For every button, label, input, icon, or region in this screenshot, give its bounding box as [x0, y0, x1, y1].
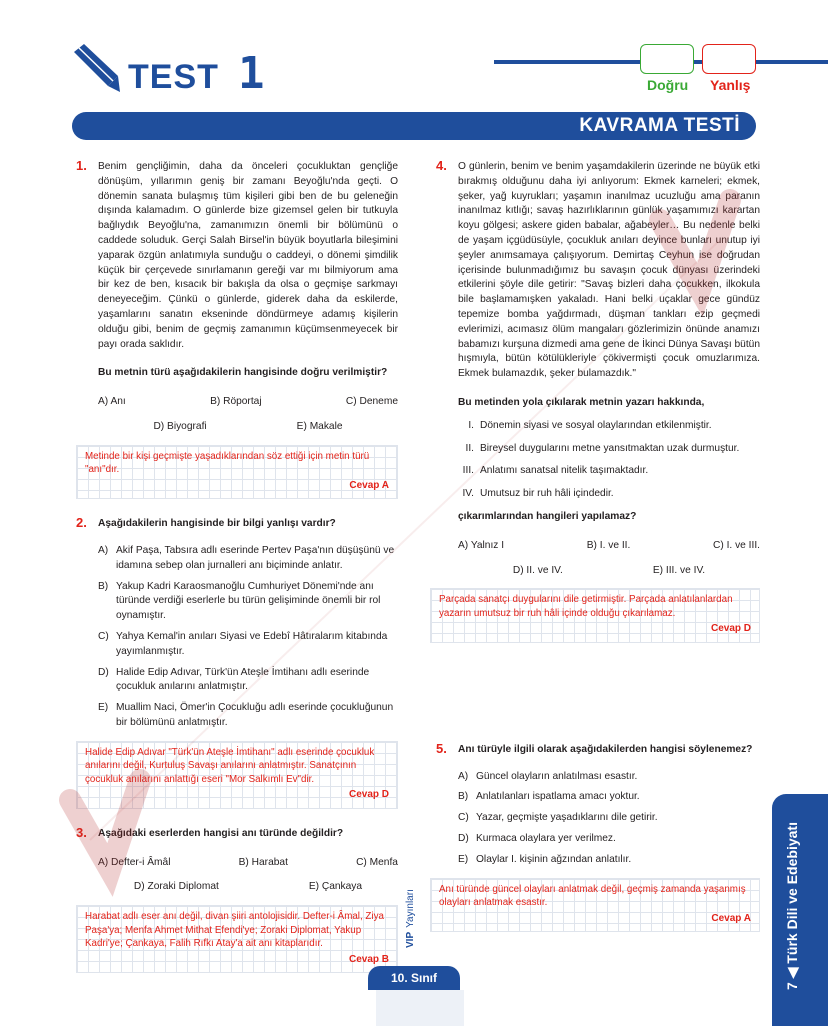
- answer-key: Cevap A: [349, 479, 389, 491]
- statement-ii: [458, 442, 760, 457]
- test-number: 1: [238, 48, 265, 99]
- statement-numeral: IV.: [462, 488, 474, 500]
- options-row: [98, 880, 398, 895]
- answer-key: Cevap B: [348, 953, 389, 965]
- question-stem: Bu metnin türü aşağıdakilerin hangisinde doğru verilmiştir?: [98, 367, 388, 379]
- option-list: [458, 770, 760, 868]
- statement-i: [458, 419, 760, 434]
- answer-key: Cevap D: [710, 623, 751, 635]
- answer-box: [430, 588, 760, 643]
- option-letter: A): [98, 545, 109, 557]
- wrong-label: Yanlış: [710, 77, 751, 93]
- question-stem: Anı türüyle ilgili olarak aşağıdakilerden hangisi söylenemez?: [458, 743, 753, 755]
- option-a[interactable]: A) Yalnız I: [458, 539, 505, 551]
- side-subject-label: [784, 822, 801, 990]
- options-row: [458, 564, 760, 579]
- vip-label: VIP: [405, 931, 416, 948]
- option-e[interactable]: [458, 853, 760, 868]
- statement-iv: [458, 487, 760, 502]
- correct-count-box[interactable]: [640, 44, 694, 74]
- question-stem-end: çıkarımlarından hangileri yapılamaz?: [458, 510, 637, 522]
- question-number: 1.: [76, 158, 87, 173]
- option-text: Olaylar I. kişinin ağzından anlatılır.: [476, 853, 632, 865]
- option-c[interactable]: [98, 630, 398, 660]
- answer-key: Cevap D: [348, 789, 389, 801]
- statement-iii: [458, 464, 760, 479]
- wrong-count-box[interactable]: [702, 44, 756, 74]
- statement-numeral: III.: [462, 465, 474, 477]
- answer-explanation: Anı türünde güncel olayları anlatmak değil, geçmiş zamanda yaşanmış olayları anlatmak esastır.: [439, 883, 746, 909]
- option-a[interactable]: A) Defter-i Âmâl: [98, 856, 171, 868]
- statement-text: Bireysel duygularını metne yansıtmaktan uzak durmuştur.: [480, 442, 740, 454]
- option-b[interactable]: B) Harabat: [238, 856, 288, 868]
- options-row: [98, 856, 398, 871]
- option-e[interactable]: E) Makale: [296, 420, 343, 432]
- arrow-icon: ◀: [784, 967, 800, 979]
- option-b[interactable]: [98, 580, 398, 624]
- option-letter: B): [458, 791, 469, 803]
- option-d[interactable]: [98, 666, 398, 696]
- question-3: [70, 824, 398, 895]
- option-text: Yakup Kadri Karaosmanoğlu Cumhuriyet Dönemi'nde anı türünde verdiği eserlerle bu türün gelişiminde önemli bir rol oynamıştır.: [116, 580, 381, 622]
- page-header: [0, 0, 828, 110]
- option-a[interactable]: A) Anı: [98, 396, 126, 408]
- statement-text: Umutsuz bir ruh hâli içindedir.: [480, 488, 614, 500]
- publisher-vertical-label: [405, 889, 416, 948]
- option-text: Anlatılanları ispatlama amacı yoktur.: [476, 791, 640, 803]
- left-column: [70, 160, 398, 973]
- answer-box: [430, 878, 760, 933]
- question-stem: Aşağıdaki eserlerden hangisi anı türünde değildir?: [98, 827, 344, 839]
- answer-explanation: Metinde bir kişi geçmişte yaşadıklarından söz ettiği için metin türü "anı"dır.: [85, 450, 370, 476]
- option-letter: E): [458, 853, 469, 865]
- subject-title: Türk Dili ve Edebiyatı: [784, 822, 800, 964]
- statement-numeral: I.: [468, 419, 474, 431]
- option-c[interactable]: C) Menfa: [356, 856, 398, 868]
- answer-box: [76, 905, 398, 973]
- question-number: 3.: [76, 824, 87, 840]
- option-text: Halide Edip Adıvar, Türk'ün Ateşle İmtihanı adlı eserinde çocukluk anılarını anlatmıştır.: [116, 666, 370, 693]
- answer-explanation: Parçada sanatçı duygularını dile getirmiştir. Parçada anlatılanlardan yazarın umutsuz bir ruh hâli içinde olduğu çıkarılamaz.: [439, 594, 733, 619]
- option-a[interactable]: [98, 544, 398, 574]
- statement-text: Dönemin siyasi ve sosyal olaylarından etkilenmiştir.: [480, 419, 712, 431]
- option-a[interactable]: [458, 770, 760, 785]
- question-number: 5.: [436, 740, 447, 756]
- right-column: [430, 160, 760, 932]
- question-1: [70, 160, 398, 435]
- answer-explanation: Harabat adlı eser anı değil, divan şiiri antolojisidir. Defter-i Âmal, Ziya Paşa'ya; Menfa Ahmet Mithat Efendi'ye; Zoraki Diplomat, Yakup Kadri'ye; Çankaya, Falih Rıfkı Atay'a ait anı kitaplarıdır.: [85, 911, 384, 950]
- question-passage: O günlerin, benim ve benim yaşamdakilerin üzerinde ne büyük etki bırakmış olduğunu daha iyi anlıyorum: Ekmek karneleri; ekmek, şeker, yağ kuyrukları; yaşamın inanılmaz ucuzluğu ama paranın inanılmaz kıtlığı; savaş hazırlıklarının günlük yaşamımızı karartan koyu gölgesi; askere giden babalar, ağabeyler… Bu nedenle belki de yaşam içgüdüsüyle, çocukluk anıları deyince bunları unutup iyi şeyler anımsamaya çalışıyorum. Demirtaş Ceyhun ise doğrudan içerisinde bulunmadığımız bu savaşın çocuk dünyası üzerindeki etkilerini şöyle dile getirir: "Savaş bizleri daha çocukken, ilkokula bile başlamamışken yakaladı. Hani belki uçaklar gece gündüz tepemize bomba yağdırmadı, düşman tankları ezip geçmedi evlerimizi, acımasız ölüm mangaları gözlerimizin önünde anamızı babamızı kurşuna dizmedi ama gene de İkinci Dünya Savaşı bütün hışmıyla, bütün kötülükleriyle çökivermişti çocuk omuzlarımıza. Ekmek bulamazdık, şeker bulamazdık.": [458, 161, 760, 380]
- option-letter: D): [458, 833, 469, 845]
- question-number: 2.: [76, 515, 87, 531]
- option-letter: C): [458, 812, 469, 824]
- option-letter: E): [98, 702, 109, 714]
- options-row: [98, 395, 398, 410]
- option-text: Akif Paşa, Tabsıra adlı eserinde Pertev Paşa'nın düşüşünü ve idamına sebep olan jurnalleri anı biçiminde anlatır.: [116, 545, 395, 571]
- section-title-bar: [72, 112, 756, 140]
- question-number: 4.: [436, 158, 447, 173]
- option-d[interactable]: D) Zoraki Diplomat: [133, 881, 219, 893]
- statement-numeral: II.: [465, 442, 474, 454]
- option-e[interactable]: [98, 701, 398, 731]
- option-b[interactable]: B) I. ve II.: [586, 539, 631, 551]
- option-d[interactable]: [458, 832, 760, 847]
- answer-box: [76, 445, 398, 500]
- pencil-icon: [70, 42, 122, 94]
- option-text: Yazar, geçmişte yaşadıklarını dile getirir.: [476, 812, 658, 824]
- option-text: Güncel olayların anlatılması esastır.: [476, 770, 638, 782]
- question-passage: Benim gençliğimin, daha da önceleri çocukluktan gençliğe dönüşüm, yıllarımın geniş bir zamanı Beyoğlu'nda geçti. O dönemin sanata bulaşmış tüm kişileri gibi ben de bu geleneğin dışında kalamadım. O günlerde bize gizemsel gelen bir tutkuyla bağlıydık Beyoğlu'na, zamanımızın önemli bir bölümünü o caddede soluduk. Gerçi Salah Birsel'in büyük boyutlarla bileşimini yaparak özgün anlatımıyla sunduğu o caddeyi, o dönemi şimdilik küçük bir çerçevede sınırlamanın gereği var mı bilmiyorum ama bir kez de ben, kısacık bir bakışla da olsa o geçmişe sarkmayı deneyeceğim. Çünkü o günlerde, giderek daha da eskilerde, yaşamlarını sanatın ekseninde döndürmeye adamış kişilerin olduğu gibi, benim de geçmiş zamanımın küçümsenmeyecek bir payı orada saklıdır.: [98, 161, 398, 350]
- answer-key: Cevap A: [711, 912, 751, 924]
- option-letter: B): [98, 580, 109, 592]
- option-letter: A): [458, 770, 469, 782]
- option-e[interactable]: E) III. ve IV.: [652, 564, 706, 576]
- option-text: Yahya Kemal'in anıları Siyasi ve Edebî Hâtıralarım kitabında yayımlanmıştır.: [116, 631, 388, 657]
- statement-list: [458, 419, 760, 502]
- question-2: [70, 517, 398, 731]
- test-label: TEST: [128, 58, 219, 96]
- answer-box: [76, 741, 398, 809]
- options-row: [98, 420, 398, 435]
- answer-explanation: Halide Edip Adıvar "Türk'ün Ateşle İmtihanı" adlı eserinde çocukluk anılarını değil, Kurtuluş Savaşı anılarını anlatmıştır. Sanatçının çocukluk anılarını anlattığı eseri "Mor Salkımlı Ev"dir.: [85, 746, 375, 785]
- option-text: Muallim Naci, Ömer'in Çocukluğu adlı eserinde çocukluğunun bir bölümünü anlatmıştır.: [116, 702, 394, 729]
- question-stem: Aşağıdakilerin hangisinde bir bilgi yanlışı vardır?: [98, 518, 336, 530]
- class-label: 10. Sınıf: [390, 971, 437, 985]
- question-4: [430, 160, 760, 578]
- options-row: [458, 539, 760, 554]
- publisher-label: Yayınları: [405, 889, 416, 928]
- option-e[interactable]: E) Çankaya: [308, 881, 363, 893]
- option-list: [98, 544, 398, 731]
- option-b[interactable]: [458, 790, 760, 805]
- option-c[interactable]: [458, 811, 760, 826]
- question-stem: Bu metinden yola çıkılarak metnin yazarı hakkında,: [458, 396, 705, 408]
- option-c[interactable]: C) I. ve III.: [713, 539, 760, 551]
- option-c[interactable]: C) Deneme: [345, 396, 398, 408]
- option-letter: D): [98, 666, 109, 678]
- option-d[interactable]: D) Biyografi: [153, 420, 207, 432]
- page-number: 7: [784, 982, 800, 990]
- question-5: [430, 740, 760, 868]
- footer-bar: [376, 990, 464, 1026]
- option-b[interactable]: B) Röportaj: [210, 396, 262, 408]
- statement-text: Anlatımı sanatsal nitelik taşımaktadır.: [480, 465, 649, 477]
- correct-label: Doğru: [647, 77, 689, 93]
- option-text: Kurmaca olaylara yer verilmez.: [476, 833, 616, 845]
- section-title: KAVRAMA TESTİ: [579, 115, 740, 136]
- option-d[interactable]: D) II. ve IV.: [512, 564, 563, 576]
- option-letter: C): [98, 631, 109, 643]
- class-tab: [368, 966, 460, 990]
